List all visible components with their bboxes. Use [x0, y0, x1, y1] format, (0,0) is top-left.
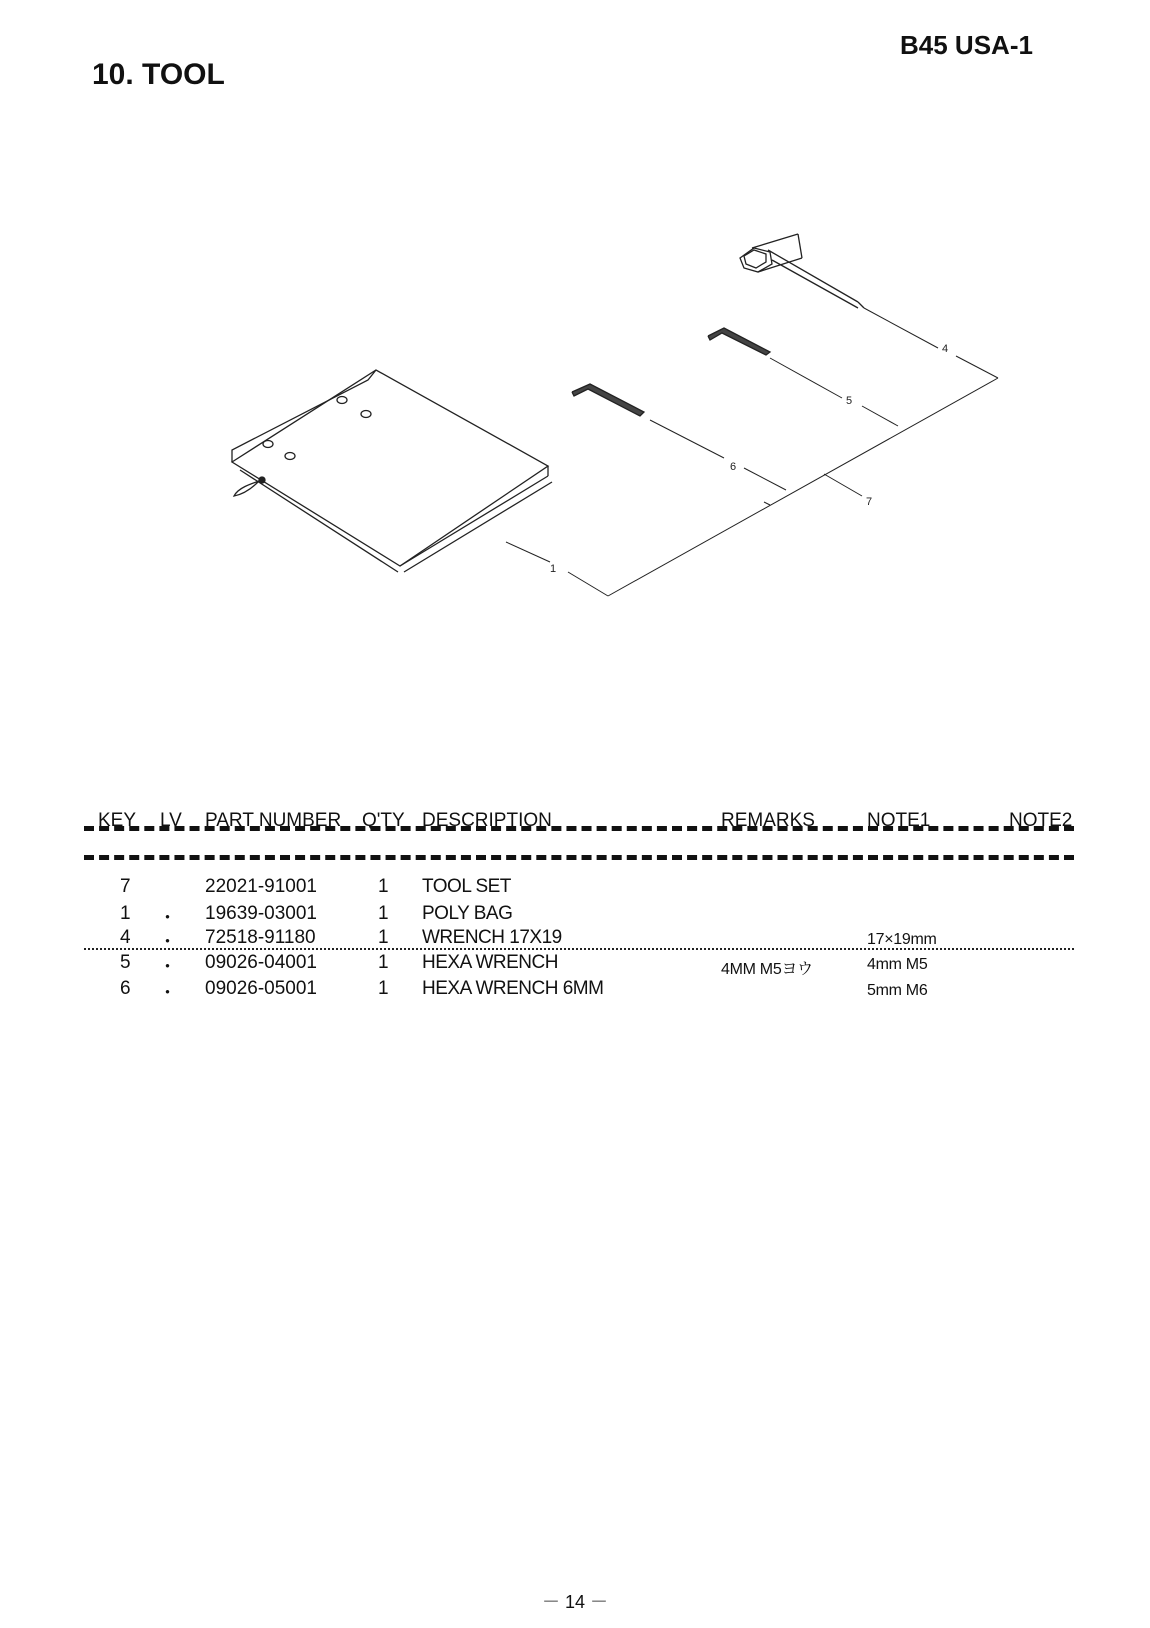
cell-part-number: 09026-05001	[205, 978, 317, 999]
col-header-part-number: PART NUMBER	[205, 810, 342, 831]
poly-bag-drawing	[232, 370, 552, 572]
cell-part-number: 72518-91180	[205, 927, 316, 948]
cell-qty: 1	[378, 927, 389, 948]
cell-description: TOOL SET	[422, 876, 511, 897]
cell-remarks: 4MM M5ヨウ	[721, 961, 813, 978]
col-header-remarks: REMARKS	[721, 810, 815, 831]
cell-qty: 1	[378, 952, 389, 973]
table-row	[84, 978, 1074, 1004]
cell-key: 4	[120, 927, 131, 948]
cell-key: 1	[120, 903, 131, 924]
cell-key: 7	[120, 876, 131, 897]
cell-note1: 4mm M5	[867, 956, 928, 973]
t-wrench-drawing	[740, 234, 864, 308]
cell-description: HEXA WRENCH 6MM	[422, 978, 604, 999]
callout-5: 5	[846, 395, 853, 407]
col-header-qty: Q'TY	[362, 810, 405, 831]
row-divider	[84, 948, 1074, 950]
col-header-lv: LV	[160, 810, 182, 831]
table-row	[84, 903, 1074, 929]
table-row	[84, 952, 1074, 978]
cell-qty: 1	[378, 978, 389, 999]
cell-note1: 17×19mm	[867, 931, 937, 948]
col-header-key: KEY	[98, 810, 137, 831]
table-header-rule	[84, 855, 1074, 860]
col-header-note2: NOTE2	[1009, 810, 1073, 831]
model-code: B45 USA-1	[900, 30, 1033, 60]
cell-part-number: 19639-03001	[205, 903, 317, 924]
table-row	[84, 876, 1074, 902]
cell-qty: 1	[378, 903, 389, 924]
cell-part-number: 09026-04001	[205, 952, 317, 973]
cell-qty: 1	[378, 876, 389, 897]
leader-lines	[506, 308, 998, 596]
cell-lv: ・	[158, 932, 178, 953]
callout-1: 1	[550, 563, 557, 575]
exploded-parts-diagram	[0, 0, 1150, 700]
page-number: － 14 －	[541, 1592, 609, 1612]
col-header-description: DESCRIPTION	[422, 810, 552, 831]
section-title: 10. TOOL	[92, 58, 225, 91]
cell-part-number: 22021-91001	[205, 876, 317, 897]
col-header-note1: NOTE1	[867, 810, 931, 831]
hexa-wrench-6mm-drawing	[572, 384, 644, 416]
hexa-wrench-4mm-drawing	[708, 328, 770, 355]
callout-6: 6	[730, 461, 737, 473]
cell-key: 6	[120, 978, 131, 999]
cell-description: WRENCH 17X19	[422, 927, 562, 948]
cell-lv: ・	[158, 908, 178, 929]
cell-lv: ・	[158, 983, 178, 1004]
callout-4: 4	[942, 343, 949, 355]
cell-description: POLY BAG	[422, 903, 513, 924]
cell-description: HEXA WRENCH	[422, 952, 558, 973]
cell-lv: ・	[158, 957, 178, 978]
cell-note1: 5mm M6	[867, 982, 928, 999]
callout-7: 7	[866, 496, 873, 508]
cell-key: 5	[120, 952, 131, 973]
